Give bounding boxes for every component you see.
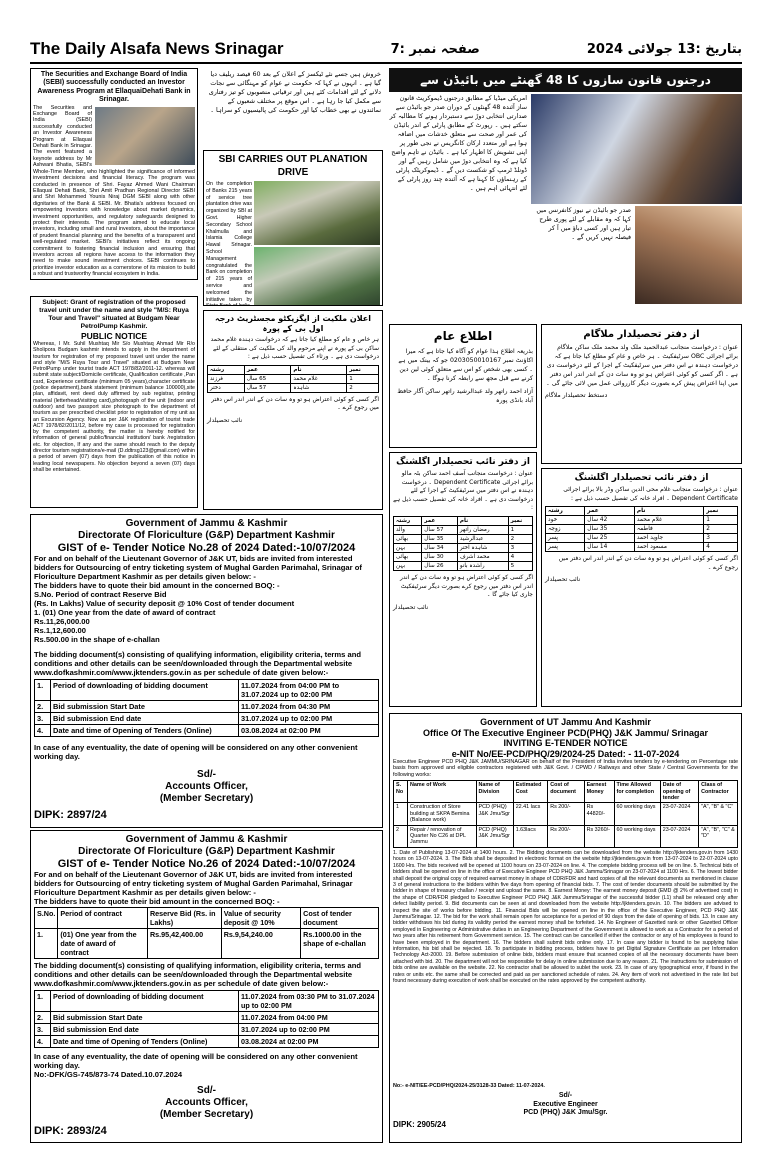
naib2-cell: 35 سال (585, 525, 635, 534)
schedule-cell: Bid submission End date (51, 1024, 239, 1036)
ut-header: Class of Contractor (699, 781, 738, 803)
naib2-header: رشتہ (546, 507, 585, 516)
ut-cell: Rs 200/- (548, 825, 584, 847)
naib2-heading: از دفتر نائب تحصیلدار اگلشنگ (574, 473, 709, 483)
schedule-cell: 31.07.2024 up to 02:00 PM (239, 1024, 379, 1036)
f28-member: (Member Secretary) (159, 793, 254, 804)
naib1-cell: 34 سال (422, 543, 458, 552)
naib2-header: نام (634, 507, 703, 516)
table-row (35, 725, 379, 737)
table-row (208, 374, 379, 383)
naib1-cell: محمد اشرف (457, 552, 508, 561)
naib1-cell: 2 (508, 534, 532, 543)
heirs-header: رشتہ (208, 365, 245, 374)
ut-cell: 23-07-2024 (660, 825, 698, 847)
ut-cell: 60 working days (614, 803, 660, 825)
urdu-ownership-notice (203, 310, 383, 510)
ut-pcd: PCD (PHQ) J&K Jmu/Sgr. (523, 1109, 608, 1117)
naib1-header: نمبر (508, 516, 532, 525)
bid-cell: 1. (35, 929, 58, 959)
naib1-cell: بہن (394, 561, 422, 570)
naib2-cell: خود (546, 516, 585, 525)
naib2-header: عمر (585, 507, 635, 516)
f26-dipk: DIPK: 2893/24 (34, 1125, 107, 1137)
naib2-footer: اگر کسی کو کوئی اعتراض ہو تو وہ سات دن کے اندر اندر اس دفتر میں رجوع کرے ۔ (558, 555, 738, 571)
f28-cost: Rs.500.00 in the shape of e-challan (34, 635, 160, 644)
ut-cell: PCD (PHQ) J&K Jmu/Sgr (476, 803, 513, 825)
ownership-sign: نائب تحصیلدار (207, 416, 243, 424)
sebi-article (30, 68, 198, 280)
table-row (208, 383, 379, 392)
schedule-cell: 11.07.2024 from 04:30 PM (239, 701, 379, 713)
f28-security: Rs.1,12,600.00 (34, 626, 86, 635)
schedule-cell: 1. (35, 991, 51, 1012)
notice-subject: Subject: Grant of registration of the proposed travel unit under the name and style "M/S: Ruya Tour and Travel" situated at Budgam Near PetrolPump Kashmir. (39, 299, 189, 330)
f26-sd: Sd/- (197, 1085, 216, 1096)
ownership-footer: اگر کسی کو کوئی اعتراض ہو تو وہ سات دن کے اندر اندر اس دفتر میں رجوع کرے ۔ (211, 395, 379, 411)
f26-directorate: Directorate Of Floriculture (G&P) Department Kashmir (78, 846, 335, 857)
f28-bidding-doc: The bidding document(s) consisting of qualifying information, eligibility criteria, terms and conditions and other details can be seen/downloaded through the Departmental website www.dofkashmir.com/www.jktenders.gov.in as per schedule of date given below:- (34, 650, 361, 677)
ut-cell: "A", "B" & "C" (699, 803, 738, 825)
ownership-heirs-table (207, 365, 379, 393)
dependent-certificate-notice-2 (541, 468, 742, 707)
f28-line: S.No. Period of contract Reserve Bid (34, 590, 167, 599)
notice-title: PUBLIC NOTICE (80, 331, 148, 341)
notice-body: Whereas, I Mr. Suhil Mushtaq Mir S/o Mushtaq Ahmad Mir R/o Sholipora Budgam kashmir intends to apply in the department of tourism for registration of my proposed travel unit under the name and style "M/S Ruya Tour and Travel" situated at Budgam Near PetrolPump under tourist trade ACT 1978/82/2011-12. whereas will submit state subject/Domicile certificate, Qualification certificate ,Pan card, Experience certificate (minimum 05 years),character certificate (police department),bank statement (minimum balance 100000),site plan, affidavit, rent deed duly affirmed by sub registrar, printing material (letterhead/visiting card),photograph of the unit (indoor and outdoor) and two passport size photograph to the department of tourism as per prescribed checklist prior to registration of my unit as an Excursion Agency. Now as per J&K registration of tourist trade ACT 1978/82/2011/12, before my case is processed for registration by the competent authority, the matter is hereby notified for information of general public/financial institution/ bank /registration etc. for objection, If any and the same should reach to the deputy director tourism registrations/e-mail (D.ddtrsg123@gmail.com) within a period of seven (07) days from the publication of this notice in leading local newspapers. No objection beyond a seven (07) days shall be entertained. (33, 341, 195, 473)
naib1-sign: نائب تحصیلدار (393, 603, 429, 611)
naib1-cell: شاہدہ اختر (457, 543, 508, 552)
sbi-plantation-photo-1 (254, 181, 380, 245)
bid-cell: Rs.9,54,240.00 (221, 929, 300, 959)
tehsildar-notice (541, 324, 742, 464)
ut-inviting: INVITING E-TENDER NOTICE (503, 738, 628, 748)
schedule-cell: Bid submission End date (51, 713, 239, 725)
naib1-cell: 4 (508, 552, 532, 561)
naib2-cell: جاوید احمد (634, 534, 703, 543)
heir-cell: فرزند (208, 374, 245, 383)
bid-header: Period of contract (58, 908, 148, 929)
table-row (394, 534, 533, 543)
ut-cell: 60 working days (614, 825, 660, 847)
ownership-heading: اعلان ملکیت از ایگزیکٹو مجسٹریٹ درجہ اول بی کے پورہ (214, 314, 372, 333)
ittila-body: بذریعہ اطلاع ہذا عوام کو آگاہ کیا جاتا ہے کہ میرا اکاؤنٹ نمبر 0203050010167 جو کہ بینک میں ہے ۔ کسی بھی شخص کو اس سے متعلق کوئی لین دین کرنے سے قبل مجھ سے رابطہ کرنا ہوگا ۔ (398, 348, 533, 382)
f28-reserve-bid: Rs.11,26,000.00 (34, 617, 90, 626)
bid-cell: Rs.1000.00 in the shape of e-challan (301, 929, 379, 959)
ut-cell: 23-07-2024 (660, 803, 698, 825)
ut-nit: e-NIT No/EE-PCD/PHQ/29/2024-25 Dated: - 11-07-2024 (451, 748, 680, 759)
ut-header: Earnest Money (584, 781, 614, 803)
naib1-cell: 1 (508, 525, 532, 534)
bid-header: Cost of tender document (301, 908, 379, 929)
f26-member: (Member Secretary) (159, 1109, 254, 1120)
naib1-cell: 3 (508, 543, 532, 552)
f26-bidding-doc: The bidding document(s) consisting of qualifying information, eligibility criteria, terms and conditions and other details can be seen/downloaded through the Departmental website www.dofkashmir.com/www.jktenders.gov.in as per schedule of date given below:- (34, 961, 361, 988)
heir-cell: 57 سال (244, 383, 291, 392)
ut-cell: PCD (PHQ) J&K Jmu/Sgr (476, 825, 513, 847)
ut-cell: 1.63lacs (513, 825, 548, 847)
us-news-side: صدر جو بائیڈن نے نیوز کانفرنس میں کہا کہ وہ مقابلے کے لئے پوری طرح تیار ہیں اور کسی دباؤ میں آ کر فیصلہ نہیں کریں گے ۔ (536, 207, 631, 241)
f26-gist: GIST of e- Tender Notice No.26 of 2024 Dated:-10/07/2024 (57, 858, 356, 870)
ut-sd: Sd/- (558, 1092, 573, 1100)
f26-intro: For and on behalf of the Lieutenant Governor of J&K UT, bids are invited from interested bidders for Outsourcing of entry ticketing system of Mughal Garden Parimahal, Srinagar Floriculture Department Kashmir as per details given below: - (34, 870, 353, 897)
table-row (394, 543, 533, 552)
sebi-headline: The Securities and Exchange Board of India (SEBI) successfully conducted an Investor Awareness Program at EllaquaiDehati Bank in Srinagar. (37, 71, 191, 104)
f26-gov: Government of Jammu & Kashmir (125, 834, 288, 845)
sbi-headline: SBI CARRIES OUT PLANATION DRIVE (218, 154, 368, 178)
paper-name: The Daily Alsafa News Srinagar (30, 39, 284, 58)
f26-intro2: The bidders have to quote their bid amount in the concerned BOQ: - (34, 897, 280, 906)
ut-header: Time Allowed for completion (614, 781, 660, 803)
tehsildar-heading: از دفتر تحصیلدار ملاگام (583, 329, 700, 340)
naib2-cell: پسر (546, 543, 585, 552)
ut-cell: Rs 3260/- (584, 825, 614, 847)
naib1-cell: 30 سال (422, 552, 458, 561)
f26-schedule-table (34, 990, 379, 1048)
heir-cell: 2 (347, 383, 379, 392)
table-row (394, 552, 533, 561)
naib1-header: نام (457, 516, 508, 525)
naib1-cell: 35 سال (422, 534, 458, 543)
ut-cell: "A", "B", "C" & "D" (699, 825, 738, 847)
naib2-cell: 1 (704, 516, 738, 525)
f28-officer: Accounts Officer, (165, 781, 248, 792)
ut-ref: No:- e-NIT/EE-PCD/PHQ/2024-25/3128-33 Dated: 11-07-2024. (393, 1082, 545, 1089)
f26-eventuality: In case of any eventuality, the date of opening will be considered on any other convenient working day. (34, 1052, 358, 1070)
ut-header: Date of opening of tender (660, 781, 698, 803)
biden-photo (531, 94, 742, 204)
schedule-cell: 31.07.2024 up to 02:00 PM (239, 713, 379, 725)
schedule-cell: Period of downloading of bidding document (51, 991, 239, 1012)
ut-cell: Construction of Store building at SKPA Bemina (Balance work) (408, 803, 476, 825)
f28-intro2: The bidders have to quote their bid amount in the concerned BOQ: - (34, 581, 280, 590)
ut-cell: 1 (394, 803, 408, 825)
schedule-cell: 03.08.2024 at 02:00 PM (239, 725, 379, 737)
ut-tender-notice (389, 713, 742, 1143)
harris-photo (635, 206, 742, 304)
table-row (35, 713, 379, 725)
naib1-footer: اگر کسی کو کوئی اعتراض ہو تو وہ سات دن کے اندر اندر اس دفتر میں رجوع کرے بصورت دیگر سرٹیفکیٹ جاری کیا جائے گا ۔ (399, 573, 533, 599)
schedule-cell: Date and time of Opening of Tenders (Online) (51, 725, 239, 737)
schedule-cell: Bid submission Start Date (51, 1012, 239, 1024)
issue-date: بتاریخ :13 جولائی 2024 (586, 41, 742, 57)
bid-cell: Rs.95,42,400.00 (147, 929, 221, 959)
naib2-cell: فاطمہ (634, 525, 703, 534)
naib1-cell: 5 (508, 561, 532, 570)
naib2-cell: 42 سال (585, 516, 635, 525)
naib2-header: نمبر (704, 507, 738, 516)
tehsildar-sign: دستخط تحصیلدار ملاگام (545, 392, 608, 399)
table-row (35, 1012, 379, 1024)
ut-cell: Rs 44820/- (584, 803, 614, 825)
naib1-cell: والد (394, 525, 422, 534)
schedule-cell: Period of downloading of bidding document (51, 680, 239, 701)
naib1-cell: عبدالرشید (457, 534, 508, 543)
ittila-sign: آزاد احمد راتھر ولد عبدالرشید راتھر ساکن آگار حافظ آباد بانڈی پورہ (397, 388, 533, 404)
table-row (394, 825, 738, 847)
ut-terms: 1. Date of Publishing 13-07-2024 at 1400 hours. 2. The Bidding documents can be downloaded from the website http://jktenders.gov.in from 1430 hours on 13-07-2024. 3. The Bids shall be deposited in electronic format on the website http://jktenders.gov.in from 13-07-2024 to 22-07-2024 upto 1600 Hrs. The bids received will be opened at 1100 hours on 23-07-2024 on line. 4. The complete bidding process will be on line. 5. Technical bids of bidders shall be opened on line in the office of Executive Engineer PCD PHQ J&K Jammu/Srinagar on 23-07-2024 at 1100 Hrs. 6. The lowest bidder shall deposit the original copy of required earnest money in shape of CDR/FDR and hard copies of all the relevant documents as mentioned in clause 3 of general instructions to the bidders within five days from opening of financial bids. 7. The cost of tender documents should be submitted by the bidder in shape of treasury challan / receipt and upload the same. 8. Earnest Money: The earnest money deposit (EMD @ 2% of advertised cost) in the shape of CDR/FDR pledged to Executive Engineer PCD PHQ J&K Jammu/Srinagar of the successful bidder (L1) shall be released only after defect liability period. 9. Bid documents can be seen at and downloaded from the website http://jktenders.gov.in. 10. The bidders are advised to inspect the site of works before bidding. 11. Financial Bids will be opened on line in the office of the Executive Engineer, PCD PHQ J&K Jammu/Srinagar. 12. The bid for the work shall remain open for acceptance for a period of 90 days from the date of opening of bids. 13. In case any bidder withdraws his bid during its validity period the earnest money shall be forfeited. 14. No Engineer of Gazetted rank or other Gazetted Officer employed in Engineering or Administrative duties in an Engineering Department of the Government is allowed to work as a Contractor for a period of two years after his retirement from Government service. 15. The contract can be cancelled if either the contractor or any of his employees is found to have been employed in the department. 16. The bidders shall submit bids online only. 17. In case any bidder is found to be supplying false information, his bid shall be rejected. 18. To participate in bidding process, bidders have to get Digital Signature Certificate as per Information Technology Act-2000. 19. Before submission of online bids, bidders must ensure that scanned copies of all the necessary documents have been attached with bid. 20. The department will not be responsible for delay in online submission due to any reason. 21. The instructions for submission of bids online are available on the website. 22. No contractor shall be allowed to sublet the work. 23. In case of any typographical error, if found in the rates or units etc. the same shall be corrected and paid as per sanctioned schedule of rates. 24. Any item of work not advertised in the rate list but found necessary during execution of work shall be executed on the rates approved by the competent authority. (393, 849, 738, 984)
schedule-cell: 03.08.2024 at 02:00 PM (239, 1036, 379, 1048)
naib2-cell: زوجہ (546, 525, 585, 534)
banner-headline: درجنوں قانون سازوں کا 48 گھنٹے میں بائیڈن سے (389, 68, 742, 92)
ut-cell: 22.41 lacs (513, 803, 548, 825)
bid-header: Value of security deposit @ 10% (221, 908, 300, 929)
dependent-certificate-notice-1 (389, 452, 537, 707)
schedule-cell: 11.07.2024 from 04:00 PM to 31.07.2024 up to 02:00 PM (239, 680, 379, 701)
ut-office: Office Of The Executive Engineer PCD(PHQ) J&K Jammu/ Srinagar (422, 727, 709, 738)
naib1-cell: بھائی (394, 534, 422, 543)
heir-cell: دختر (208, 383, 245, 392)
table-row (35, 701, 379, 713)
table-row (546, 516, 738, 525)
table-row (35, 991, 379, 1012)
schedule-cell: 3. (35, 713, 51, 725)
schedule-cell: 11.07.2024 from 04:00 PM (239, 1012, 379, 1024)
ut-cell: Rs 200/- (548, 803, 584, 825)
table-row (546, 543, 738, 552)
table-row (394, 525, 533, 534)
schedule-cell: 2. (35, 1012, 51, 1024)
f28-line: 1. (01) One year from the date of award of contract (34, 608, 216, 617)
f26-officer: Accounts Officer, (165, 1097, 248, 1108)
public-notice (30, 296, 198, 508)
schedule-cell: 2. (35, 701, 51, 713)
ut-header: Name of Work (408, 781, 476, 803)
urdu-top-article (203, 68, 383, 148)
naib2-table (545, 506, 738, 552)
naib2-cell: 14 سال (585, 543, 635, 552)
schedule-cell: Bid submission Start Date (51, 701, 239, 713)
table-row (394, 561, 533, 570)
naib1-cell: 57 سال (422, 525, 458, 534)
table-row (546, 534, 738, 543)
floriculture-tender-26 (30, 830, 383, 1143)
f28-dipk: DIPK: 2897/24 (34, 809, 107, 821)
ut-ee: Executive Engineer (533, 1100, 598, 1108)
table-row (35, 1024, 379, 1036)
naib1-header: رشتہ (394, 516, 422, 525)
naib1-heading: از دفتر نائب تحصیلدار اگلشنگ (396, 457, 530, 467)
f28-gist: GIST of e- Tender Notice No.28 of 2024 Dated:-10/07/2024 (57, 542, 356, 554)
floriculture-tender-28 (30, 514, 383, 828)
naib2-cell: 3 (704, 534, 738, 543)
naib2-cell: مسعود احمد (634, 543, 703, 552)
table-row (35, 680, 379, 701)
sbi-plantation-photo-2 (254, 247, 380, 306)
schedule-cell: Date and time of Opening of Tenders (Online) (51, 1036, 239, 1048)
schedule-cell: 4. (35, 1036, 51, 1048)
heirs-header: نام (291, 365, 347, 374)
table-row (394, 803, 738, 825)
bid-header: Reserve Bid (Rs. in Lakhs) (147, 908, 221, 929)
naib1-table (393, 516, 533, 571)
schedule-cell: 11.07.2024 from 03:30 PM to 31.07.2024 up to 02:00 PM (239, 991, 379, 1012)
f26-ref: No:-DFK/GS-745/873-74 Dated.10.07.2024 (34, 1070, 183, 1079)
naib2-cell: 4 (704, 543, 738, 552)
naib1-cell: رمضان راتھر (457, 525, 508, 534)
f28-schedule-table (34, 679, 379, 737)
sbi-article (203, 150, 383, 306)
f28-directorate: Directorate Of Floriculture (G&P) Department Kashmir (78, 530, 335, 541)
naib2-cell: 25 سال (585, 534, 635, 543)
ut-header: Name of Division (476, 781, 513, 803)
ut-works-table (393, 780, 738, 848)
naib2-sign: نائب تحصیلدار (545, 576, 581, 584)
ut-header: Estimated Cost (513, 781, 548, 803)
naib2-cell: غلام محمد (634, 516, 703, 525)
urdu-top-text: خروش ہیں جسے نئے ٹیکسز کے اعلان کے بعد 60 فیصد ریلیف دیا گیا ہے ۔ انہوں نے کہا کہ حکومت نے عوام کو مہنگائی سے نجات دلانے کے لئے اقدامات کئے ہیں اور ترقیاتی منصوبوں کو تیز رفتاری سے مکمل کیا جا رہا ہے ۔ اس موقع پر مختلف شعبوں کے نمائندوں نے بھی خطاب کیا اور حکومت کی پالیسیوں کو سراہا ۔ (208, 70, 381, 114)
table-row (546, 525, 738, 534)
naib2-cell: 2 (704, 525, 738, 534)
bid-header: S.No. (35, 908, 58, 929)
schedule-cell: 4. (35, 725, 51, 737)
heir-cell: 1 (347, 374, 379, 383)
sebi-body: The Securities and Exchange Board of India (SEBI) successfully conducted an Investor Awareness Program at Ellaquai Dehati Bank in Srinagar. The event featured a keynote address by Mr Ashwani Bhatia, SEBI's Whole-Time Member, who highlighted the significance of informed investment decisions and financial literacy. The program was conducted in presence of Shri. Fayaz Ahmed Wani Chairman Ellaquai Dehati Bank, Shri Amit Pradhan Regional Director SEBI and Shri Mohammed Younis Niraj DGM SEBI along with other dignitaries of the Bank & SEBI. Mr. Bhatia's address focused on empowering investors with knowledge about market dynamics, investment opportunities, and regulatory safeguards designed to protect their interests. The program aimed to educate local investors, including small and rural investors, about the importance of prudent financial planning and the benefits of a transparent and well-regulated market. SEBI's initiatives reflect its ongoing commitment to fostering financial inclusion and ensuring that investors across all regions have access to the information they need to make sound investment choices. SEBI continues to prioritize investor education as a cornerstone of its mission to build a robust and trustworthy financial ecosystem in India. (33, 104, 195, 278)
bid-cell: (01) One year from the date of award of contract (58, 929, 148, 959)
f28-line: (Rs. In Lakhs) Value of security deposit @ 10% Cost of tender document (34, 599, 295, 608)
ut-dipk: DIPK: 2905/24 (393, 1119, 446, 1129)
public-notice-urdu (389, 324, 537, 448)
ittila-heading: اطلاع عام (433, 329, 493, 343)
f28-intro: For and on behalf of the Lieutenant Governor of J&K UT, bids are invited from interested bidders for Outsourcing of entry ticketing system of Mughal Garden Parimahal, Srinagar of Floriculture Department Kashmir as per details given below: - (34, 554, 362, 581)
us-news-body: امریکی میڈیا کے مطابق درجنوں ڈیموکریٹ قانون ساز آئندہ 48 گھنٹوں کے دوران صدر جو بائیڈن سے صدارتی انتخابی دوڑ سے دستبردار ہونے کا مطالبہ کر سکتے ہیں ۔ رپورٹ کے مطابق پارٹی کے اندر بائیڈن کی عمر اور صحت سے متعلق خدشات میں اضافہ ہوا ہے اور متعدد ارکان کانگریس نے نجی طور پر اپنی تشویش کا اظہار کیا ہے ۔ بائیڈن نے تاہم واضح کیا ہے کہ وہ انتخابی دوڑ میں شامل رہیں گے اور ڈونلڈ ٹرمپ کو شکست دیں گے ۔ ڈیموکریٹک پارٹی کے رہنماؤں کا کہنا ہے کہ آئندہ چند روز پارٹی کے لئے انتہائی اہم ہیں ۔ (389, 95, 527, 192)
f26-bid-table (34, 907, 379, 959)
naib1-cell: بہن (394, 543, 422, 552)
ut-header: Cost of document (548, 781, 584, 803)
ownership-body: ہر خاص و عام کو مطلع کیا جاتا ہے کہ درخواست دہندہ غلام محمد ساکن بی کے پورہ نے اپنے مرحوم والد کی ملکیت کی منتقلی کے لئے درخواست دی ہے ۔ ورثاء کی تفصیل حسب ذیل ہے : (210, 336, 379, 360)
tehsildar-body: عنوان : درخواست منجانب عبدالحمید ملک ولد محمد ملک ساکن ملاگام برائے اجرائی OBC سرٹیفکیٹ ۔ ہر خاص و عام کو مطلع کیا جاتا ہے کہ درخواست دہندہ نے اس دفتر میں سرٹیفکیٹ کے اجرا کے لئے درخواست دی ہے ۔ اگر کسی کو کوئی اعتراض ہو تو وہ سات دن کے اندر اندر اس دفتر میں اپنا اعتراض پیش کرے بصورت دیگر کارروائی عمل میں لائی جائے گی ۔ (546, 344, 738, 387)
naib1-cell: بھائی (394, 552, 422, 561)
us-news-article (389, 94, 742, 304)
sebi-event-photo (95, 107, 195, 165)
masthead (30, 36, 742, 64)
heir-cell: غلام محمد (291, 374, 347, 383)
naib1-cell: 26 سال (422, 561, 458, 570)
table-row (35, 1036, 379, 1048)
heirs-header: عمر (244, 365, 291, 374)
f28-gov: Government of Jammu & Kashmir (125, 518, 288, 529)
ut-gov: Government of UT Jammu And Kashmir (480, 717, 651, 727)
naib2-body: عنوان : درخواست منجانب غلام محی الدین ساکن وڈر بالا برائے اجرائی Dependent Certificate ۔ افراد خانہ کی تفصیل حسب ذیل ہے : (563, 486, 738, 502)
page-number: صفحہ نمبر :7 (390, 41, 480, 57)
heir-cell: 65 سال (244, 374, 291, 383)
naib2-cell: پسر (546, 534, 585, 543)
schedule-cell: 1. (35, 680, 51, 701)
ut-intro: Executive Engineer PCD PHQ J&K JAMMU/SRINAGAR on behalf of the President of India invites tenders by e-tendering on Percentage rate basis from approved and eligible contractors registered with J&K Govt. / CPWD / Railways and other State / Central Governments for the following works: (393, 759, 738, 778)
naib1-header: عمر (422, 516, 458, 525)
ut-cell: 2 (394, 825, 408, 847)
table-row (35, 929, 379, 959)
naib1-cell: راشدہ بانو (457, 561, 508, 570)
schedule-cell: 3. (35, 1024, 51, 1036)
sbi-body: On the completion of Banks 215 years of service tree plantation drive was organized by SBI at Govt. Higher Secondary School Khalmulla and Islamia College Hawal Srinagar. School Management congratulated the Bank on completion of 215 years of service and welcomed the initiative taken by (206, 181, 252, 303)
f28-sd: Sd/- (197, 769, 216, 780)
ut-cell: Repair / renovation of Quarter No C26 at DPL Jammu (408, 825, 476, 847)
heir-cell: شاہدہ (291, 383, 347, 392)
heirs-header: نمبر (347, 365, 379, 374)
naib1-body: عنوان : درخواست منجانب آصف احمد ساکن بٹہ مالو برائے اجرائی Dependent Certificate ۔ درخواست دہندہ نے اس دفتر میں سرٹیفکیٹ کے اجرا کے لئے درخواست دی ہے ۔ افراد خانہ کی تفصیل حسب ذیل ہے : (393, 470, 533, 512)
f28-eventuality: In case of any eventuality, the date of opening will be considered on any other convenient working day. (34, 743, 358, 761)
ut-header: S. No (394, 781, 408, 803)
